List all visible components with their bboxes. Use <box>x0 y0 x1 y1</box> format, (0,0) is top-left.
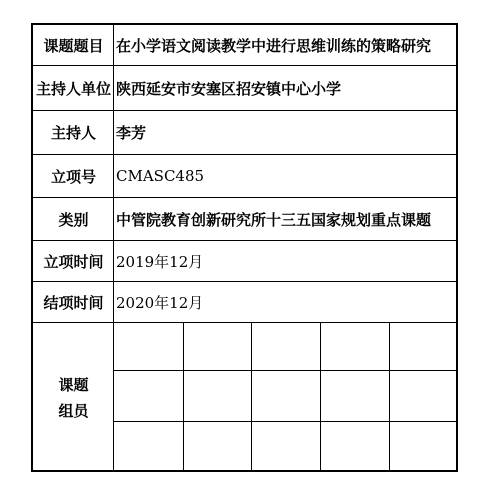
topic-title-label: 课题题目 <box>43 36 104 55</box>
category-label: 类别 <box>58 210 89 229</box>
member-cell <box>252 422 320 470</box>
members-label <box>33 323 114 472</box>
member-cell <box>184 422 251 470</box>
start-date-label: 立项时间 <box>43 252 104 271</box>
host-unit-value: 陕西延安市安塞区招安镇中心小学 <box>116 79 342 98</box>
member-cell <box>114 422 183 470</box>
member-cell <box>390 422 456 470</box>
end-date-label: 结项时间 <box>43 293 104 312</box>
member-cell <box>252 371 320 421</box>
member-cell <box>114 371 183 421</box>
topic-title-value: 在小学语文阅读教学中进行思维训练的策略研究 <box>116 36 432 55</box>
host-unit-label: 主持人单位 <box>35 79 111 98</box>
host-label: 主持人 <box>50 124 96 142</box>
project-number-value: CMASC485 <box>116 167 205 185</box>
members-label-line1: 课题 <box>58 375 89 394</box>
member-cell <box>321 371 389 421</box>
member-cell <box>390 371 456 421</box>
project-info-table <box>31 23 458 472</box>
member-cell <box>184 371 251 421</box>
members-label-line2: 组员 <box>58 401 89 420</box>
category-value: 中管院教育创新研究所十三五国家规划重点课题 <box>116 210 432 229</box>
member-cell <box>321 323 389 370</box>
end-date-value: 2020年12月 <box>116 293 204 312</box>
start-date-value: 2019年12月 <box>116 252 204 271</box>
host-value: 李芳 <box>116 124 147 142</box>
member-cell <box>252 323 320 370</box>
member-cell <box>390 323 456 370</box>
project-number-label: 立项号 <box>50 167 96 186</box>
member-cell <box>321 422 389 470</box>
member-cell <box>184 323 251 370</box>
member-cell <box>114 323 183 370</box>
